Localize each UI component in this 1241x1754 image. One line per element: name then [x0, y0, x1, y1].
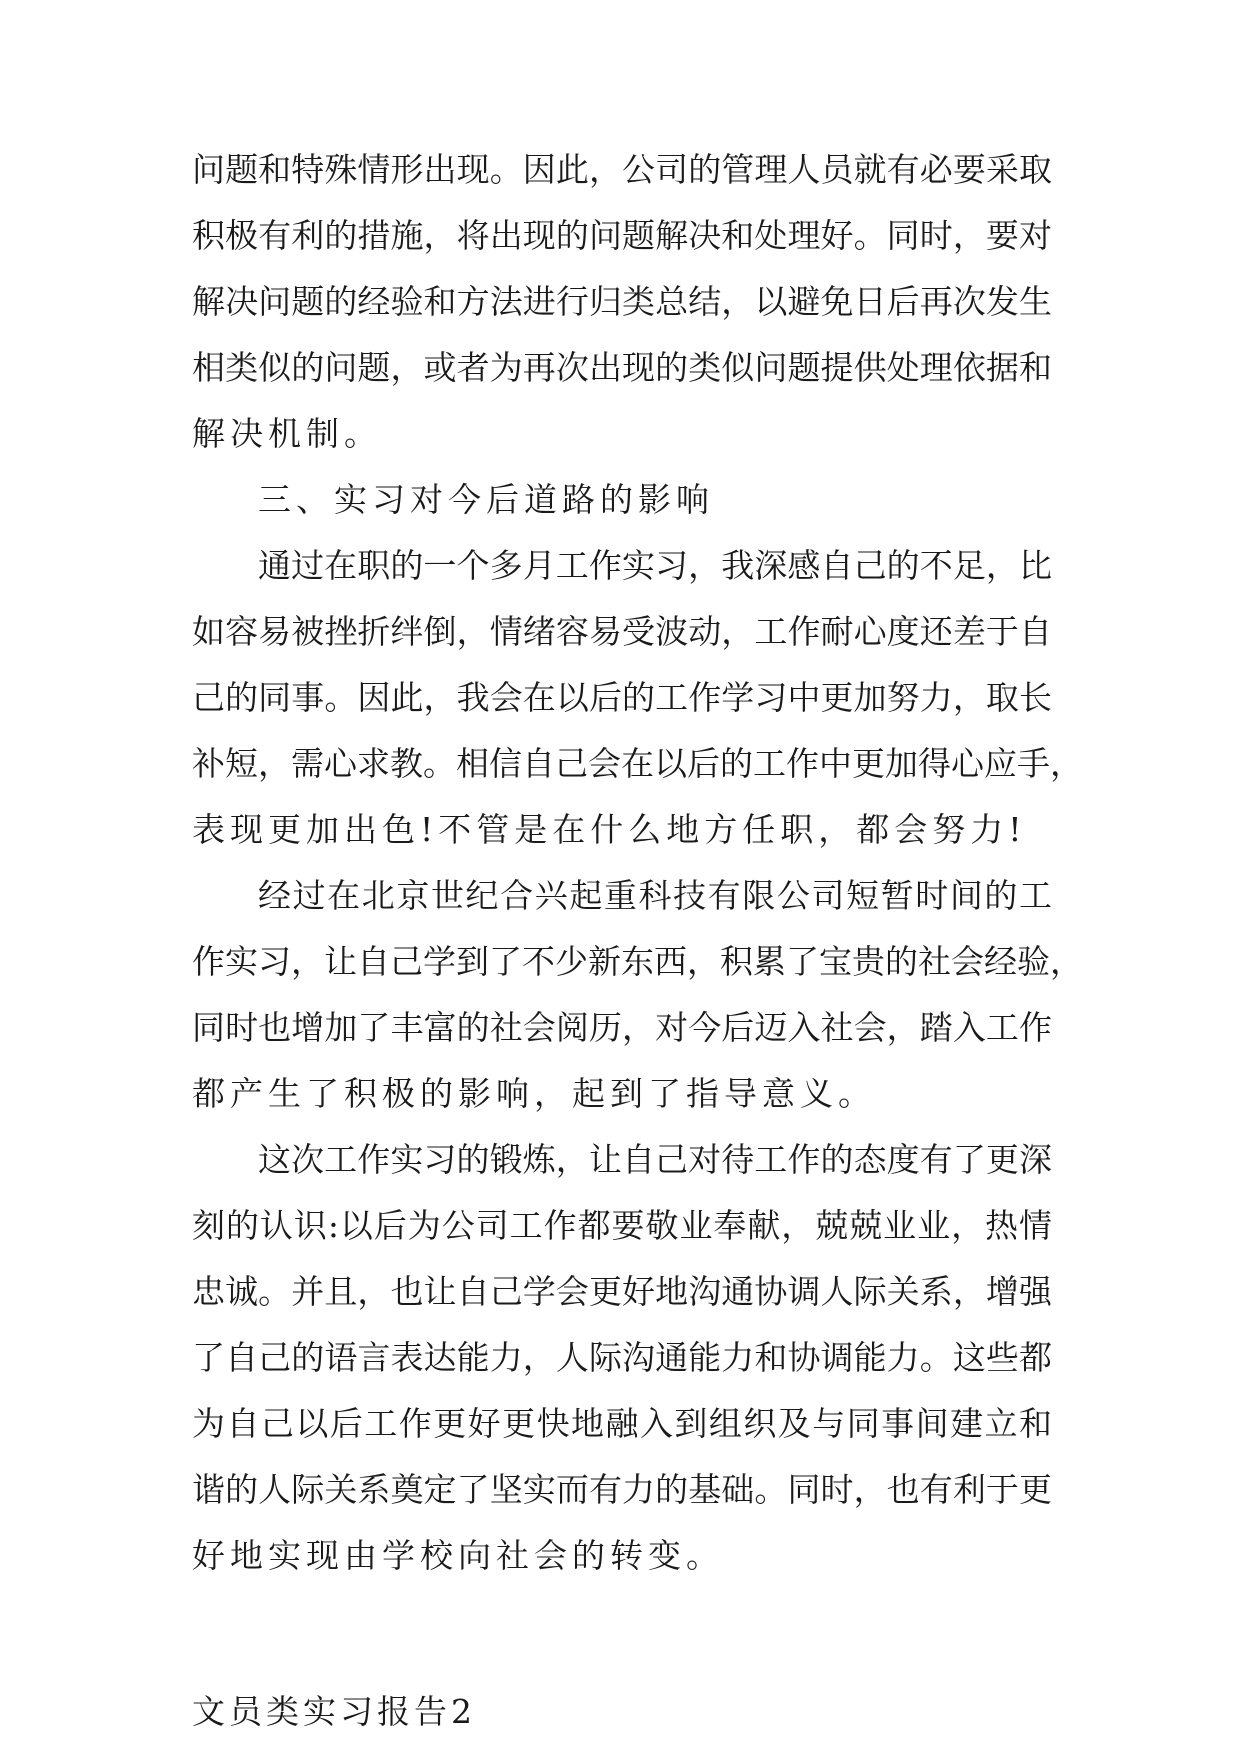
text-line: 忠诚。并且，也让自己学会更好地沟通协调人际关系，增强: [192, 1272, 1052, 1311]
section-heading: 三、实习对今后道路的影响: [258, 480, 714, 519]
text-line: 同时也增加了丰富的社会阅历，对今后迈入社会，踏入工作: [192, 1008, 1052, 1047]
text-line: 通过在职的一个多月工作实习，我深感自己的不足，比: [258, 546, 1052, 585]
text-line: 都产生了积极的影响，起到了指导意义。: [192, 1074, 876, 1113]
text-line: 刻的认识:以后为公司工作都要敬业奉献，兢兢业业，热情: [192, 1206, 1052, 1245]
text-line: 解决机制。: [192, 414, 382, 453]
text-line: 积极有利的措施，将出现的问题解决和处理好。同时，要对: [192, 216, 1052, 255]
text-line: 这次工作实习的锻炼，让自己对待工作的态度有了更深: [258, 1140, 1052, 1179]
text-line: 己的同事。因此，我会在以后的工作学习中更加努力，取长: [192, 678, 1052, 717]
text-line: 了自己的语言表达能力，人际沟通能力和协调能力。这些都: [192, 1338, 1052, 1377]
text-line: 谐的人际关系奠定了坚实而有力的基础。同时，也有利于更: [192, 1470, 1052, 1509]
text-line: 解决问题的经验和方法进行归类总结，以避免日后再次发生: [192, 282, 1052, 321]
text-line: 如容易被挫折绊倒，情绪容易受波动，工作耐心度还差于自: [192, 612, 1052, 651]
text-line: 作实习，让自己学到了不少新东西，积累了宝贵的社会经验，: [192, 942, 1083, 981]
text-line: 表现更加出色!不管是在什么地方任职，都会努力!: [192, 810, 1027, 849]
text-line: 经过在北京世纪合兴起重科技有限公司短暂时间的工: [258, 876, 1052, 915]
next-report-title: 文员类实习报告2: [192, 1692, 476, 1731]
text-line: 问题和特殊情形出现。因此，公司的管理人员就有必要采取: [192, 150, 1052, 189]
text-line: 相类似的问题，或者为再次出现的类似问题提供处理依据和: [192, 348, 1052, 387]
text-line: 为自己以后工作更好更快地融入到组织及与同事间建立和: [192, 1404, 1052, 1443]
text-line: 好地实现由学校向社会的转变。: [192, 1536, 724, 1575]
text-line: 补短，需心求教。相信自己会在以后的工作中更加得心应手，: [192, 744, 1083, 783]
